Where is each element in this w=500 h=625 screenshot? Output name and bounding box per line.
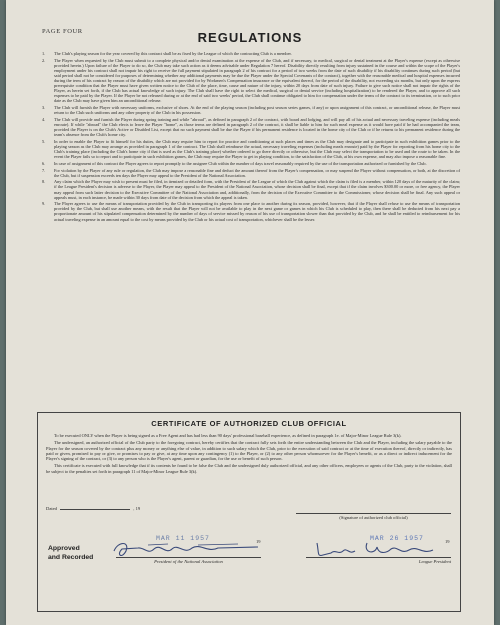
regulation-item xyxy=(42,161,460,166)
national-president-line xyxy=(116,557,261,558)
regulations-list xyxy=(42,51,460,223)
page-title: REGULATIONS xyxy=(197,30,303,45)
date-stamp-league: MAR 26 1957 xyxy=(370,535,424,542)
dated-blank-line xyxy=(60,509,130,510)
dated-label: Dated xyxy=(46,506,57,511)
certificate-body xyxy=(38,428,460,474)
year-prefix-right: 19 xyxy=(445,539,450,544)
national-president-caption: President of the National Association xyxy=(154,559,223,564)
dated-year-prefix: , 19 xyxy=(133,506,141,511)
regulation-number: 5. xyxy=(42,138,46,144)
regulation-number: 1. xyxy=(42,51,46,56)
regulation-item xyxy=(42,117,460,137)
certificate-paragraph: The undersigned, an authorized official of the Club party to the foregoing contract, hereby certifies that the contract fully sets forth the entire understanding between the Club and the Player, including the salary payable to the Player for the season covered by the contract plus any money or anything else of value, in addition to such salary which the Club, prior to the execution of said contract or at the time of execution thereof, directly or indirectly, has paid or given, promised to pay or give, or promises to pay or give, at any time upon any contingency (1) to the Player, or (2) to any other person whomsoever for the Player's benefit, or as a direct or indirect inducement for the Player's signing of the contract, or (3) to any person who is the Player's agent, parent or guardian, for the use or benefit of such person. xyxy=(46,440,452,462)
signature-stroke xyxy=(317,543,433,556)
approved-label: Approved xyxy=(48,545,80,552)
certificate-box xyxy=(37,412,461,612)
certificate-paragraph: This certificate is executed with full knowledge that if its contents be found to be false the Club and the undersigned duly authorized official, and any other officers, employees or agents of the Club, party to the violation, shall be subject to the penalties set forth in paragraph 11 of Major-Minor League Rule 3(k). xyxy=(46,463,452,474)
regulation-number: 2. xyxy=(42,57,46,63)
recorded-label: and Recorded xyxy=(48,554,94,561)
dated-field xyxy=(46,506,140,511)
regulation-item xyxy=(42,105,460,115)
regulation-item xyxy=(42,139,460,159)
certificate-paragraph: To be executed ONLY when the Player is being signed as a Free Agent and has had less than 90 days' professional baseball experience, as defined in paragraph 1e. of Major-Minor League Rule 3(k). xyxy=(54,433,402,438)
regulation-item xyxy=(42,58,460,104)
year-prefix-left: 19 xyxy=(256,539,261,544)
league-president-line xyxy=(306,557,451,558)
regulation-text: For violation by the Player of any rule or regulation, the Club may impose a reasonable fine and deduct the amount thereof from the Player's compensation, or may suspend the Player without compensation, or both, at the discretion of the Club, but if suspension exceeds ten days the Player may appeal to the President of the National Association. xyxy=(54,167,460,178)
signature-stroke xyxy=(114,544,258,556)
certificate-title: CERTIFICATE OF AUTHORIZED CLUB OFFICIAL xyxy=(151,419,347,428)
regulation-item xyxy=(42,51,460,56)
regulation-item xyxy=(42,179,460,199)
regulation-text: In case of assignment of this contract the Player agrees to report promptly to the assignee Club within the number of days travel reasonably required by the use of the transportation authorized or furnished by the Club. xyxy=(54,160,427,166)
signature-stroke xyxy=(148,544,238,545)
regulation-number: 8. xyxy=(42,179,46,185)
regulation-text: The Club will provide and furnish the Player during spring training and while "abroad", as defined in paragraph 2 of the contract, with board and lodging, and will pay all of his actual and necessary traveling expense (including meals enroute). If while "abroad" the Club elects to leave the Player "home", as those terms are defined in paragraph 2 of the contract, it shall be liable to him for such meal expense as it would have paid if he had accompanied the team, provided the Player is on the Club's Active or Disabled List, except that no such payment shall be due the Player if his permanent residence is located in the home city of the Club or if he returns to his permanent residence during the team's absence from the Club's home city. xyxy=(54,116,460,138)
regulation-text: The Player when requested by the Club must submit to a complete physical and/or dental examination at the expense of the Club, and if necessary, to medical, surgical or dental treatment at the Player's expense (except as otherwise provided herein.) Upon failure of the Player to do so, the Club may take such action as it deems advisable under Regulation 7 hereof. Disability directly resulting from injury sustained in the course and within the scope of the Player's employment under his contract shall not impair his right to receive the full payment stipulated in paragraph 2 of his contract for a period of two weeks from the date of such disability if his disability continues during such period (but said period shall not be considered for purposes of determining whether any additional payments may be due the Player under the Special Covenants of the contract), together with the reasonable medical and hospital expenses incurred during the term of his contract by reason of the disability which are not provided for by Workmen's Compensation insurance or the equivalent thereof, for the period of the disability, not exceeding six months, but only upon the express prerequisite condition that the Player must have given written notice to the Club of the place, time, cause and nature of the injury, within 20 days from date of such injury. Failure to give such notice shall not impair the rights of the Player, as herein set forth, if the Club has actual knowledge of such injury. The Club shall have the right to select the medical, surgical or dental service (including hospitalization) to be rendered the Player, and to approve all such expenses to be paid by the Player. If the Player be not released during or at the end of said two weeks' period, the Club shall continue obligated to him for compensation under the terms of the contract to its termination, or to such prior date as the Club may have given him an unconditional release. xyxy=(54,57,460,104)
league-president-caption: League President xyxy=(418,559,451,564)
regulation-number: 6. xyxy=(42,160,46,166)
regulation-item xyxy=(42,168,460,178)
regulation-number: 4. xyxy=(42,116,46,122)
regulation-number: 7. xyxy=(42,167,46,173)
contract-page xyxy=(6,0,494,625)
regulation-number: 3. xyxy=(42,105,46,111)
regulation-text: The Club will furnish the Player with necessary uniforms, exclusive of shoes. At the end of the playing season (including post season series games, if any) or upon assignment of this contract, or unconditional release, the Player must return to the Club such uniforms and any other property of the Club in his possession. xyxy=(54,105,460,116)
official-signature-caption: (Signature of authorized club official) xyxy=(339,515,408,520)
regulation-text: The Player agrees to use the means of transportation provided by the Club in transporting its players from one place to another during its season, provided, however, that if the Player shall refuse to use the means of transportation provided by the Club, but shall use another means, with the result that the Player will not be available to play in the next game or games in which his Club is scheduled to play, then there shall be deducted from his next pay a proportionate amount of his stipulated compensation determined by the number of days of service missed by reason of his use of transportation slower than that provided by the Club, and he shall be entitled to reimbursement for his actual traveling expense in an amount equal to the cost by means provided by the Club or his actual cost of transportation, whichever shall be the lesser. xyxy=(54,201,460,222)
page-label: PAGE FOUR xyxy=(42,28,83,35)
regulation-text: The Club's playing season for the year covered by this contract shall be as fixed by the League of which the contracting Club is a member. xyxy=(54,51,292,56)
official-signature-line xyxy=(296,513,451,514)
approved-recorded-label xyxy=(48,544,93,562)
regulation-number: 9. xyxy=(42,201,46,207)
date-stamp-national: MAR 11 1957 xyxy=(156,535,210,542)
regulation-text: Any claim which the Player may wish to present must be filed, in itemized or detailed form, with the President of the League of which the Club against which the claim is filed is a member, within 120 days of the maturity of the claim; if the League President's decision is adverse to the Player, the Player may appeal to the President of the National Association, whose decision shall be final, except that if the claim involves $300.00 or more, or free agency, the Player may appeal from such latter decision to the Executive Committee of the National Association and, additionally, from the decision of the Executive Committee to the Commissioner, whose decision shall be final. Any such appeal or appeals must, in each instance, be made within 30 days from date of the decision from which the appeal is taken. xyxy=(54,179,460,200)
regulation-text: In order to enable the Player to fit himself for his duties, the Club may require him to report for practice and conditioning at such places and times as the Club may designate and to participate in such exhibition games prior to the playing season as the Club may arrange as provided in paragraph 1 of the contract. The Club shall reimburse the actual, necessary traveling expenses (including meals enroute) paid by the Player for reporting from his home city to the Club's training place (including the Club's home city if that is used as the Club's training place) whether ordered to go there directly or otherwise, but the Club may select the transportation to be used and the route to be taken. In the event the Player fails so to report and to participate in such exhibition games, the Club may require the Player to get in playing condition, to the satisfaction of the Club, at his own expense, and may also impose a reasonable fine. xyxy=(54,138,460,160)
regulation-item xyxy=(42,201,460,221)
